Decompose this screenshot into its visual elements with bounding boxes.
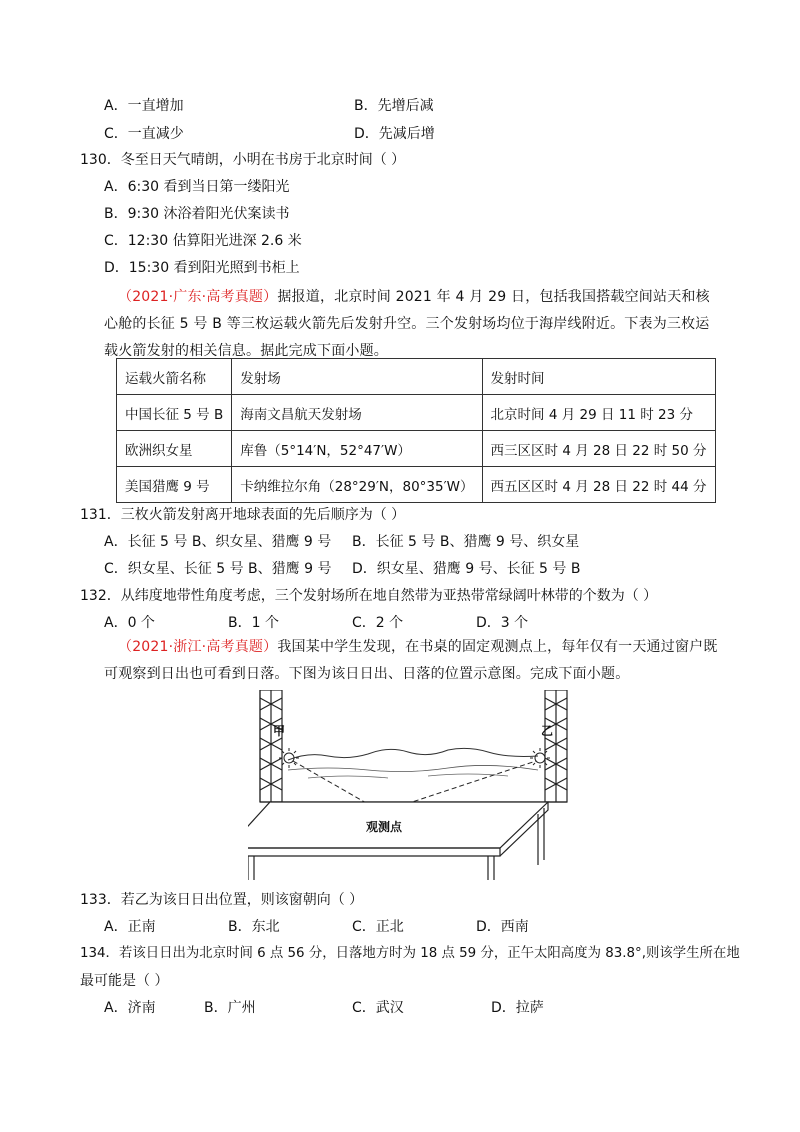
passage-2-text: 我国某中学生发现，在书桌的固定观测点上，每年仅有一天通过窗户既可观察到日出也可看到日落。下图为该日日出、日落的位置示意图。完成下面小题。 [104,639,718,682]
q133-option-d: D．西南 [476,919,529,935]
table-cell: 北京时间 4 月 29 日 11 时 23 分 [482,395,715,431]
q134-option-b: B．广州 [204,1000,256,1016]
q134-stem-line-2: 最可能是（ ） [80,973,169,989]
table-header-row [117,359,716,395]
table-cell: 西五区区时 4 月 28 日 22 时 44 分 [482,467,715,503]
q131-option-a: A．长征 5 号 B、织女星、猎鹰 9 号 [104,534,332,550]
q130-option-a: A．6:30 看到当日第一缕阳光 [104,179,290,195]
q132-option-b: B．1 个 [228,615,279,631]
passage-1-text: 据报道，北京时间 2021 年 4 月 29 日，包括我国搭载空间站天和核心舱的长征 5 号 B 等三枚运载火箭先后发射升空。三个发射场均位于海岸线附近。下表为三枚运载火箭发射的相关信息。据此完成下面小题。 [104,289,710,359]
q132-option-c: C．2 个 [352,615,404,631]
left-window-frame [260,690,282,802]
table-cell: 卡纳维拉尔角（28°29′N，80°35′W） [232,467,482,503]
rocket-launch-table [116,358,716,503]
table-row [117,431,716,467]
q133-stem: 133．若乙为该日日出位置，则该窗朝向（ ） [80,892,364,908]
q132-option-d: D．3 个 [476,615,529,631]
passage-2-source: （2021·浙江·高考真题） [118,639,278,655]
table-cell: 欧洲织女星 [117,431,232,467]
q129-option-a: A．一直增加 [104,98,184,114]
q133-option-c: C．正北 [352,919,404,935]
q131-option-d: D．织女星、猎鹰 9 号、长征 5 号 B [352,561,581,577]
table-cell: 库鲁（5°14′N，52°47′W） [232,431,482,467]
sunrise-sunset-figure [248,690,578,884]
table-cell: 西三区区时 4 月 28 日 22 时 50 分 [482,431,715,467]
q133-option-b: B．东北 [228,919,280,935]
q130-option-d: D．15:30 看到阳光照到书柜上 [104,260,300,276]
table-cell: 海南文昌航天发射场 [232,395,482,431]
sun-yi-icon [530,748,550,768]
table-row [117,395,716,431]
right-window-frame [545,690,567,802]
q131-stem: 131．三枚火箭发射离开地球表面的先后顺序为（ ） [80,507,406,523]
table-header-cell: 发射时间 [482,359,715,395]
q129-option-c: C．一直减少 [104,126,184,142]
label-observation-point: 观测点 [366,820,403,834]
landscape-outline [288,748,538,760]
q130-stem: 130．冬至日天气晴朗，小明在书房于北京时间（ ） [80,152,406,168]
sun-jia-icon [279,748,299,768]
table-cell: 美国猎鹰 9 号 [117,467,232,503]
q130-option-c: C．12:30 估算阳光进深 2.6 米 [104,233,302,249]
table-header-cell: 运载火箭名称 [117,359,232,395]
passage-2 [104,634,722,688]
q131-option-c: C．织女星、长征 5 号 B、猎鹰 9 号 [104,561,332,577]
table-row [117,467,716,503]
q131-option-b: B．长征 5 号 B、猎鹰 9 号、织女星 [352,534,580,550]
q133-option-a: A．正南 [104,919,156,935]
table-header-cell: 发射场 [232,359,482,395]
q134-option-d: D．拉萨 [491,1000,544,1016]
passage-1-source: （2021·广东·高考真题） [118,289,278,305]
label-yi: 乙 [541,724,554,738]
passage-1 [104,284,722,365]
desk-front-edge [248,848,500,856]
q130-option-b: B．9:30 沐浴着阳光伏案读书 [104,206,290,222]
q129-option-b: B．先增后减 [354,98,434,114]
table-cell: 中国长征 5 号 B [117,395,232,431]
q134-option-c: C．武汉 [352,1000,404,1016]
label-jia: 甲 [273,724,286,738]
q134-stem-line-1: 134．若该日日出为北京时间 6 点 56 分，日落地方时为 18 点 59 分，正午太阳高度为 83.8°,则该学生所在地 [80,946,740,961]
q132-stem: 132．从纬度地带性角度考虑，三个发射场所在地自然带为亚热带常绿阔叶林带的个数为（ ） [80,588,658,604]
q134-option-a: A．济南 [104,1000,156,1016]
window-desk-diagram [248,690,578,880]
q132-option-a: A．0 个 [104,615,155,631]
q129-option-d: D．先减后增 [354,126,435,142]
